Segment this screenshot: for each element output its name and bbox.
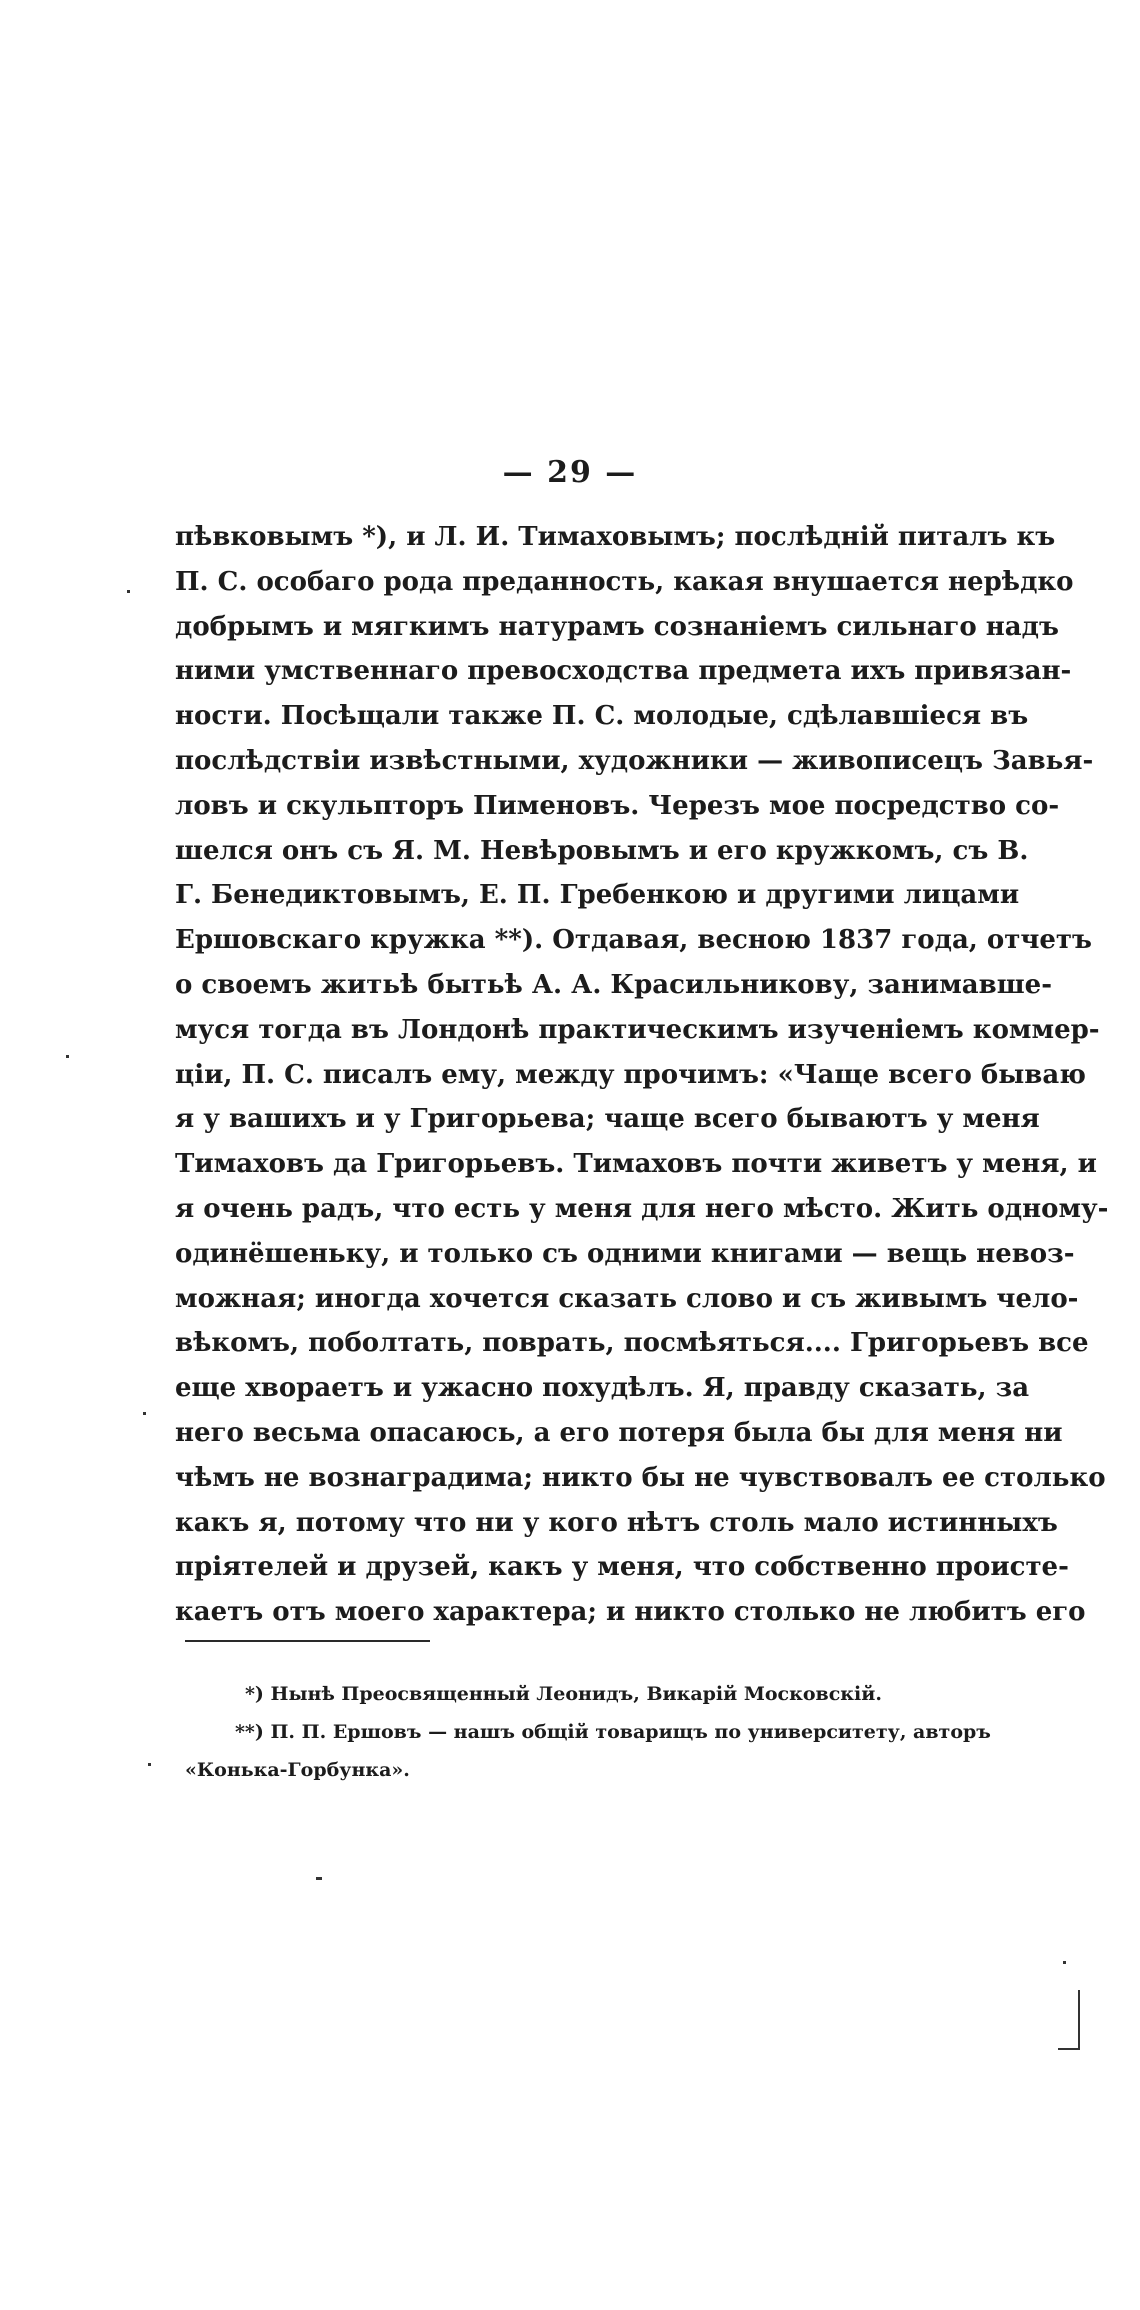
text-line: пріятелей и друзей, какъ у меня, что собственно происте- bbox=[175, 1552, 1069, 1583]
scan-speck bbox=[1063, 1961, 1066, 1964]
scan-speck bbox=[316, 1877, 322, 1880]
footnote-2-line-2: «Конька-Горбунка». bbox=[185, 1759, 410, 1781]
text-line: одинёшеньку, и только съ одними книгами — вещь невоз- bbox=[175, 1238, 1075, 1269]
text-line: Тимаховъ да Григорьевъ. Тимаховъ почти живетъ у меня, и bbox=[175, 1149, 1097, 1180]
text-line: можная; иногда хочется сказать слово и съ живымъ чело- bbox=[175, 1283, 1079, 1314]
crop-mark bbox=[1058, 2048, 1080, 2050]
text-line: пѣвковымъ *), и Л. И. Тимаховымъ; послѣдній питалъ къ bbox=[175, 522, 1056, 552]
body-text bbox=[175, 515, 1109, 1635]
text-line: П. С. особаго рода преданность, какая внушается нерѣдко bbox=[175, 566, 1074, 597]
text-line: него весьма опасаюсь, а его потеря была бы для меня ни bbox=[175, 1417, 1063, 1448]
scan-speck bbox=[127, 590, 130, 593]
text-line: еще хвораетъ и ужасно похудѣлъ. Я, правду сказать, за bbox=[175, 1373, 1030, 1404]
text-line: Г. Бенедиктовымъ, Е. П. Гребенкою и другими лицами bbox=[175, 880, 1020, 911]
scan-speck bbox=[143, 1412, 146, 1415]
text-line: какъ я, потому что ни у кого нѣтъ столь мало истинныхъ bbox=[175, 1507, 1058, 1538]
text-line: о своемъ житьѣ бытьѣ А. А. Красильникову, занимавше- bbox=[175, 969, 1052, 1000]
text-line: ности. Посѣщали также П. С. молодые, сдѣлавшіеся въ bbox=[175, 701, 1029, 732]
crop-mark bbox=[1078, 1990, 1080, 2050]
text-line: ловъ и скульпторъ Пименовъ. Черезъ мое посредство со- bbox=[175, 790, 1060, 821]
footnote-2-line-1: **) П. П. Ершовъ — нашъ общій товарищъ по университету, авторъ bbox=[235, 1721, 991, 1743]
text-line: Ершовскаго кружка **). Отдавая, весною 1837 года, отчетъ bbox=[175, 925, 1092, 956]
text-line: я очень радъ, что есть у меня для него мѣсто. Жить одному- bbox=[175, 1193, 1109, 1224]
footnote-1: *) Нынѣ Преосвященный Леонидъ, Викарій Московскій. bbox=[245, 1683, 882, 1705]
text-line: я у вашихъ и у Григорьева; чаще всего бываютъ у меня bbox=[175, 1104, 1040, 1135]
footnotes bbox=[185, 1675, 991, 1789]
footnote-divider bbox=[185, 1640, 430, 1642]
text-line: чѣмъ не вознаградима; никто бы не чувствовалъ ее столько bbox=[175, 1462, 1106, 1493]
text-line: ними умственнаго превосходства предмета ихъ привязан- bbox=[175, 656, 1072, 687]
text-line: ціи, П. С. писалъ ему, между прочимъ: «Чаще всего бываю bbox=[175, 1059, 1086, 1090]
text-line: муся тогда въ Лондонѣ практическимъ изученіемъ коммер- bbox=[175, 1014, 1100, 1045]
text-line: каетъ отъ моего характера; и никто столько не любитъ его bbox=[175, 1597, 1086, 1628]
page-number: — 29 — bbox=[502, 455, 638, 490]
text-line: послѣдствіи извѣстными, художники — живописецъ Завья- bbox=[175, 745, 1094, 776]
scan-speck bbox=[148, 1763, 151, 1766]
text-line: шелся онъ съ Я. М. Невѣровымъ и его кружкомъ, съ В. bbox=[175, 835, 1029, 866]
text-line: добрымъ и мягкимъ натурамъ сознаніемъ сильнаго надъ bbox=[175, 611, 1059, 642]
scan-speck bbox=[66, 1055, 69, 1058]
text-line: вѣкомъ, поболтать, поврать, посмѣяться.... Григорьевъ все bbox=[175, 1328, 1089, 1359]
